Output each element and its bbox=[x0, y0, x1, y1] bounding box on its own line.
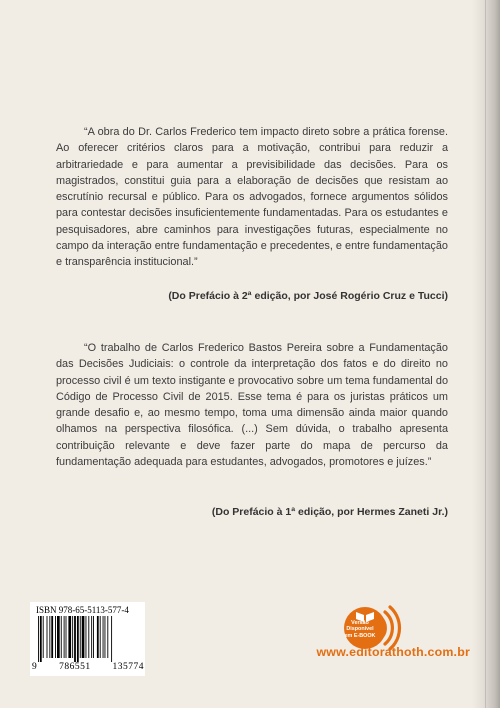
barcode-bar bbox=[82, 616, 85, 658]
barcode-bar bbox=[68, 616, 71, 658]
barcode-bar bbox=[57, 616, 60, 658]
barcode-bar bbox=[77, 616, 79, 662]
barcode-bar bbox=[64, 616, 65, 658]
barcode-bar bbox=[61, 616, 62, 658]
barcode-bar bbox=[105, 616, 106, 658]
barcode-digits bbox=[32, 662, 144, 672]
barcode-digit-group-left: 786551 bbox=[59, 662, 91, 672]
ebook-badge-text bbox=[343, 620, 377, 639]
quote-text: “O trabalho de Carlos Frederico Bastos Pereira sobre a Fundamentação das Decisões Judiciais: o controle da interpretação dos fatos e do direito no processo civil é um texto instigante e provocativo sobre um tema fundamental do Código de Processo Civil de 2015. Esse tema é para os juristas práticos um grande desafio e, ao mesmo tempo, toma uma dimensão ainda maior quando olhamos na perspectiva filosófica. (...) Sem dúvida, o trabalho apresenta contribuição relevante e deve fazer parte do mapa de percurso da fundamentação adequada para estudantes, advogados, promotores e juízes.” bbox=[56, 342, 448, 469]
barcode-bar bbox=[93, 616, 94, 658]
barcode-bar bbox=[80, 616, 81, 658]
barcode-bar bbox=[111, 616, 112, 662]
barcode-bar bbox=[88, 616, 89, 658]
barcode-bar bbox=[40, 616, 42, 662]
preface-quote-2 bbox=[56, 340, 448, 470]
barcode-bar bbox=[51, 616, 53, 658]
barcode-bar bbox=[100, 616, 101, 658]
ebook-line-3: em E-BOOK bbox=[344, 632, 376, 639]
barcode-bar bbox=[43, 616, 44, 658]
isbn-label: ISBN 978-65-5113-577-4 bbox=[36, 605, 129, 615]
barcode-bar bbox=[74, 616, 76, 662]
barcode-bar bbox=[107, 616, 108, 658]
isbn-barcode bbox=[30, 602, 145, 676]
barcode-bar bbox=[55, 616, 56, 658]
spine-shadow bbox=[472, 0, 500, 708]
barcode-digit-group-right: 135774 bbox=[112, 662, 144, 672]
quote-attribution-1: (Do Prefácio à 2ª edição, por José Rogério Cruz e Tucci) bbox=[168, 290, 448, 302]
barcode-bar bbox=[47, 616, 48, 658]
barcode-bar bbox=[66, 616, 67, 658]
spine-fold-line bbox=[485, 0, 486, 708]
quote-text: “A obra do Dr. Carlos Frederico tem impacto direto sobre a prática forense. Ao oferecer critérios claros para a motivação, contribui para reduzir a arbitrariedade e para aumentar a previsibilidade das decisões. Para os magistrados, constitui guia para a elaboração de decisões que resistam ao escrutínio recursal e público. Para os advogados, fornece argumentos sólidos para contestar decisões insuficientemente fundamentadas. Para os estudantes e pesquisadores, abre caminhos para investigações futuras, especialmente no campo da interação entre fundamentação e precedentes, e entre fundamentação e transparência institucional.” bbox=[56, 126, 448, 269]
barcode-bar bbox=[72, 616, 73, 658]
barcode-digit-prefix: 9 bbox=[32, 662, 38, 672]
publisher-website: www.editorathoth.com.br bbox=[316, 645, 470, 659]
barcode-bar bbox=[38, 616, 39, 662]
barcode-bar bbox=[86, 616, 87, 658]
barcode-bar bbox=[91, 616, 92, 658]
barcode-bars bbox=[36, 616, 140, 662]
ebook-line-1: Versão bbox=[351, 620, 369, 626]
ebook-line-2: Disponível bbox=[346, 626, 374, 633]
barcode-bar bbox=[97, 616, 99, 658]
barcode-bar bbox=[103, 616, 104, 658]
barcode-bar bbox=[49, 616, 50, 658]
quote-attribution-2: (Do Prefácio à 1ª edição, por Hermes Zaneti Jr.) bbox=[211, 506, 448, 518]
preface-quote-1 bbox=[56, 124, 448, 271]
